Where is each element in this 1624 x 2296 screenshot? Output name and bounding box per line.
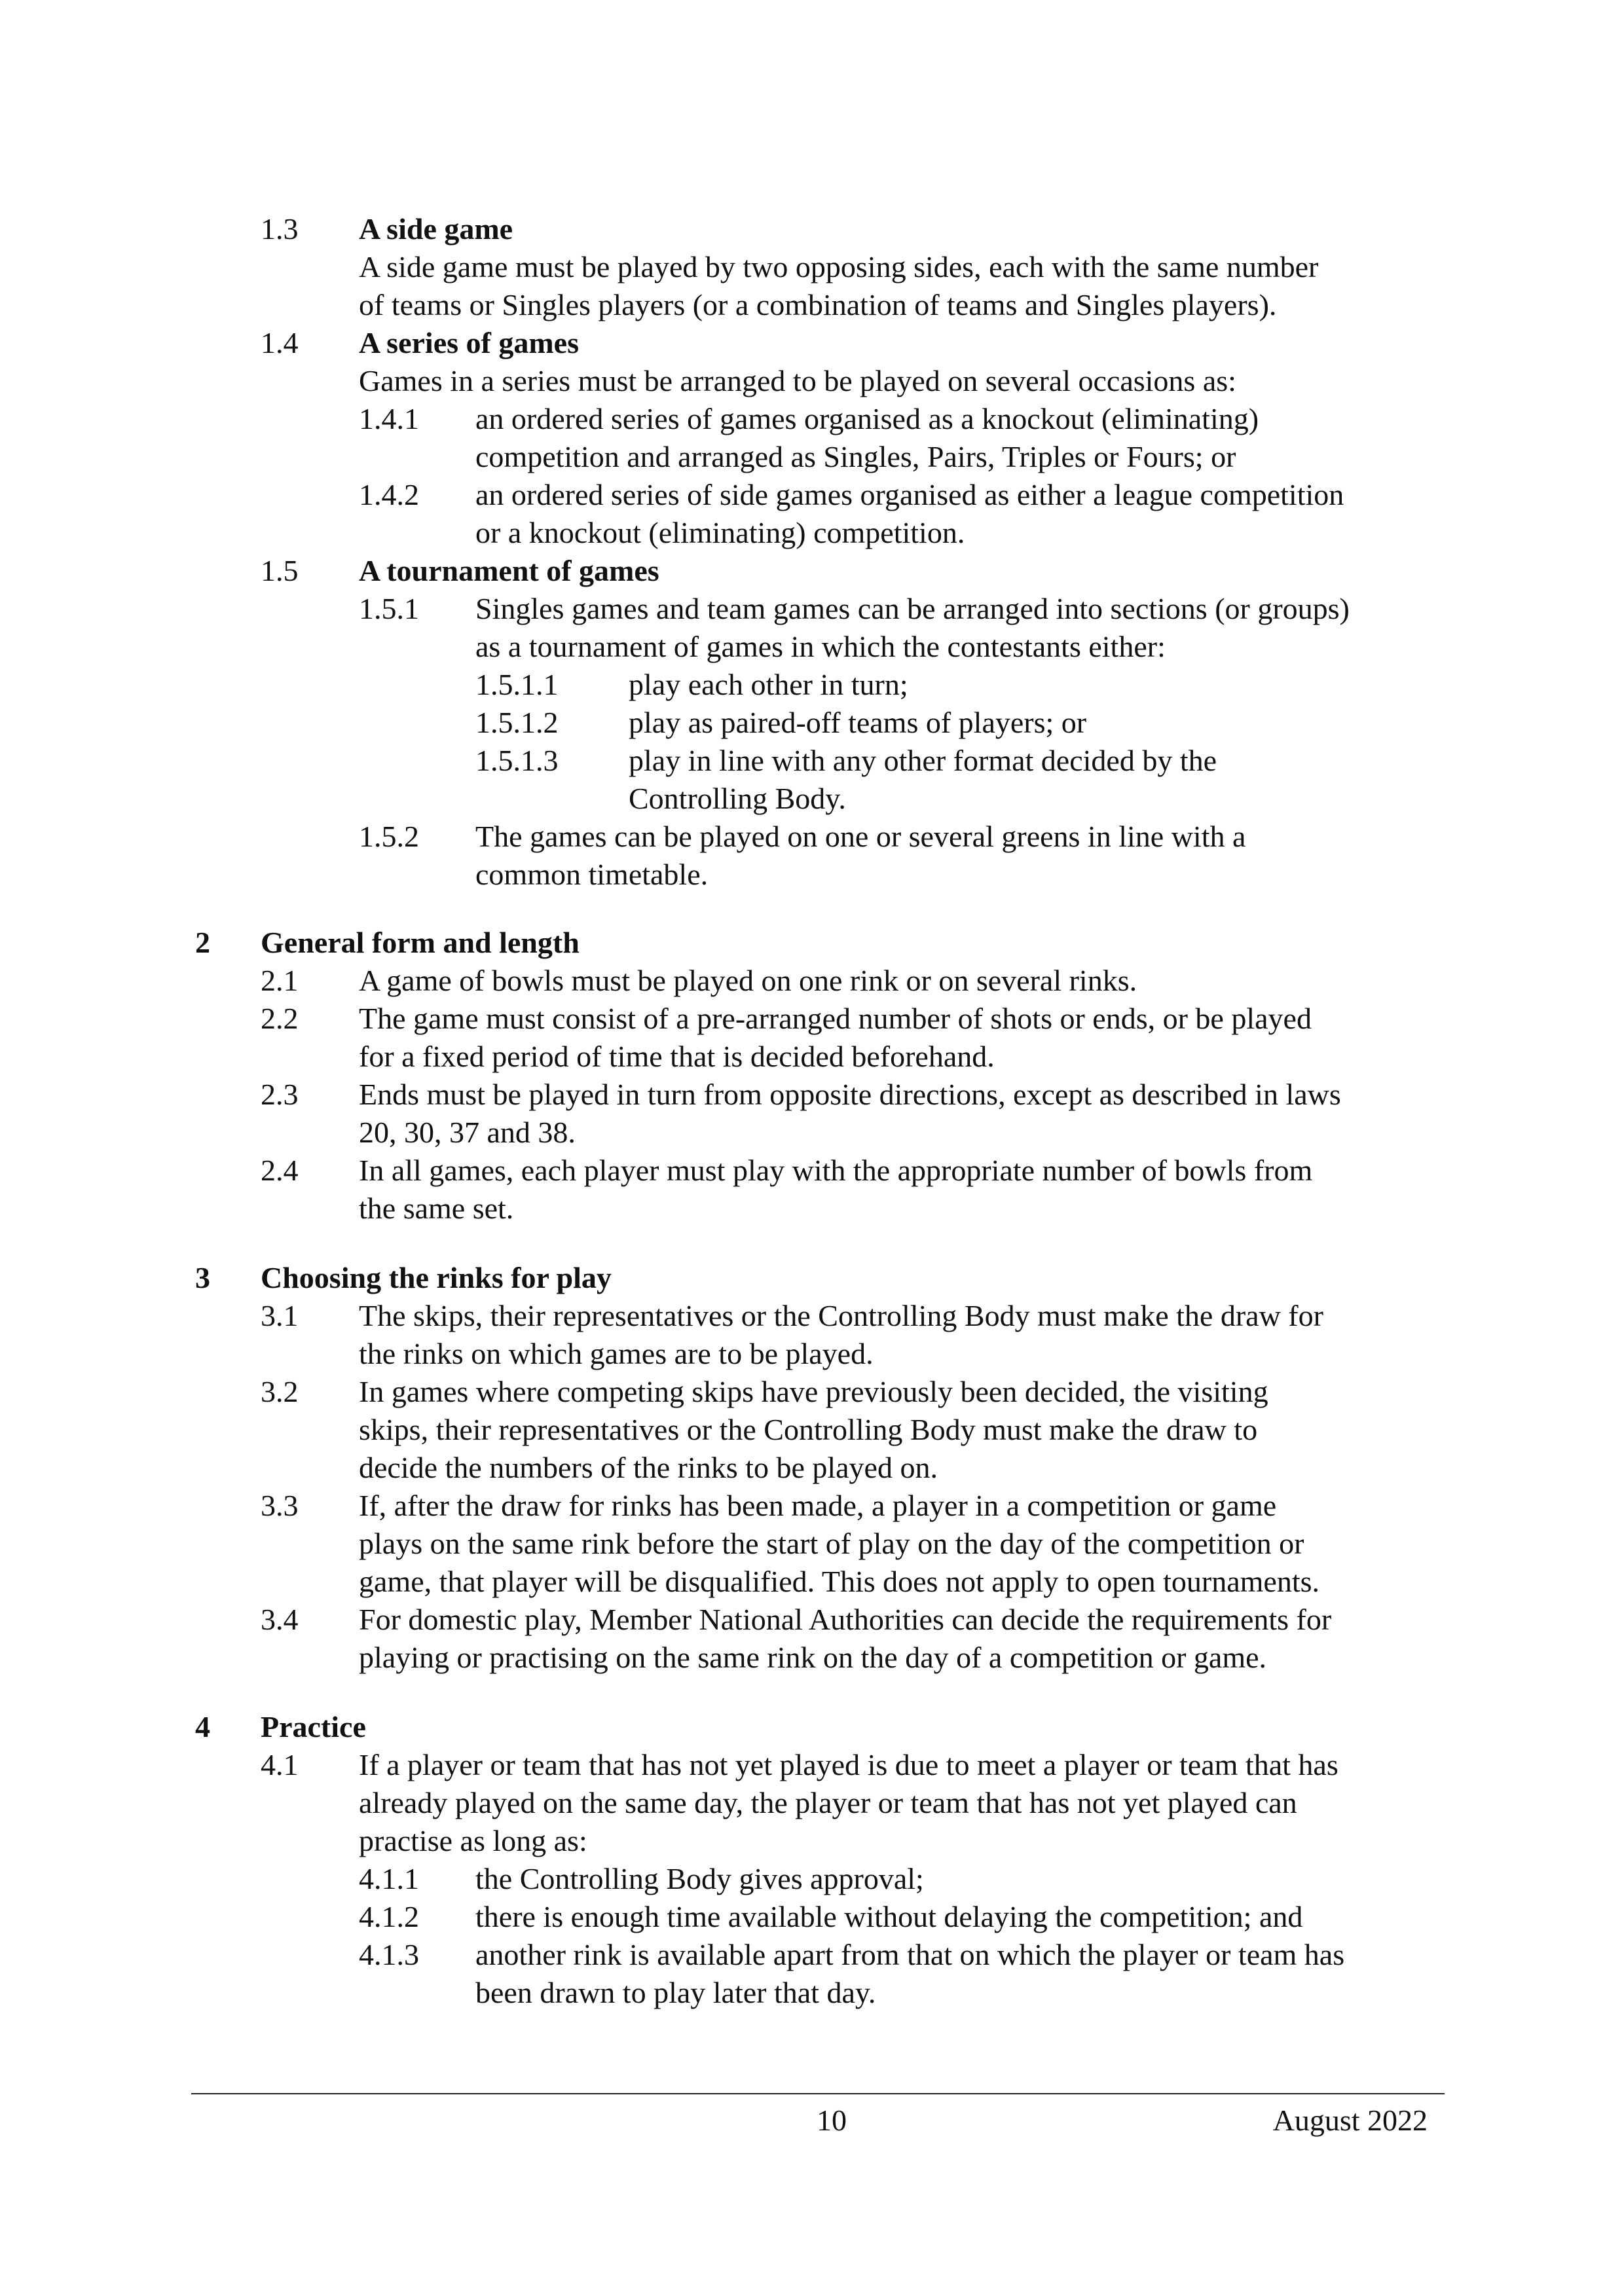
clause-number: 4.1 (261, 1748, 299, 1781)
clause-text-line: game, that player will be disqualified. This does not apply to open tournaments. (359, 1565, 1320, 1598)
section-number: 3 (195, 1261, 210, 1294)
subclause-number: 1.4.2 (359, 478, 419, 511)
clause-text-line: The games can be played on one or several greens in line with a (475, 820, 1246, 853)
clause-text-line: there is enough time available without delaying the competition; and (475, 1900, 1303, 1933)
clause-text-line: the rinks on which games are to be played. (359, 1337, 874, 1370)
clause-text-line: practise as long as: (359, 1824, 587, 1857)
clause-text-line: or a knockout (eliminating) competition. (475, 516, 965, 549)
clause-number: 3.1 (261, 1299, 299, 1332)
clause-text-line: playing or practising on the same rink on the day of a competition or game. (359, 1641, 1267, 1674)
clause-text-line: The skips, their representatives or the Controlling Body must make the draw for (359, 1299, 1323, 1332)
footer-rule (191, 2093, 1445, 2094)
clause-number: 2.4 (261, 1154, 299, 1187)
clause-text-line: In all games, each player must play with the appropriate number of bowls from (359, 1154, 1313, 1187)
clause-text-line: play each other in turn; (629, 668, 908, 701)
clause-text-line: Controlling Body. (629, 782, 846, 815)
subsubclause-number: 1.5.1.2 (475, 706, 559, 739)
clause-text-line: If a player or team that has not yet played is due to meet a player or team that has (359, 1748, 1338, 1781)
clause-text-line: play as paired-off teams of players; or (629, 706, 1087, 739)
clause-title: A side game (359, 212, 513, 246)
clause-number: 2.3 (261, 1078, 299, 1111)
clause-text-line: Singles games and team games can be arranged into sections (or groups) (475, 592, 1350, 625)
clause-text-line: common timetable. (475, 858, 709, 891)
subsubclause-number: 1.5.1.1 (475, 668, 559, 701)
page-number: 10 (817, 2104, 847, 2137)
section-heading: General form and length (261, 926, 580, 959)
clause-text-line: an ordered series of games organised as a knockout (eliminating) (475, 402, 1259, 435)
clause-number: 3.2 (261, 1375, 299, 1408)
clause-text-line: the Controlling Body gives approval; (475, 1862, 924, 1895)
clause-number: 2.1 (261, 964, 299, 997)
footer-date: August 2022 (1272, 2104, 1428, 2137)
clause-text-line: an ordered series of side games organised as either a league competition (475, 478, 1344, 511)
subclause-number: 1.4.1 (359, 402, 419, 435)
clause-text-line: play in line with any other format decided by the (629, 744, 1217, 777)
clause-text-line: as a tournament of games in which the contestants either: (475, 630, 1166, 663)
clause-text-line: A game of bowls must be played on one rink or on several rinks. (359, 964, 1137, 997)
subclause-number: 1.5.1 (359, 592, 419, 625)
clause-number: 1.3 (261, 212, 299, 246)
subclause-number: 4.1.2 (359, 1900, 419, 1933)
clause-number: 1.5 (261, 554, 299, 587)
clause-text-line: In games where competing skips have previously been decided, the visiting (359, 1375, 1268, 1408)
clause-text-line: Ends must be played in turn from opposite directions, except as described in laws (359, 1078, 1341, 1111)
clause-number: 3.4 (261, 1603, 299, 1636)
clause-text-line: skips, their representatives or the Controlling Body must make the draw to (359, 1413, 1258, 1446)
clause-text-line: Games in a series must be arranged to be played on several occasions as: (359, 364, 1236, 397)
clause-text-line: competition and arranged as Singles, Pairs, Triples or Fours; or (475, 440, 1236, 473)
clause-text-line: For domestic play, Member National Authorities can decide the requirements for (359, 1603, 1332, 1636)
clause-number: 1.4 (261, 326, 299, 359)
clause-title: A series of games (359, 326, 579, 359)
subsubclause-number: 1.5.1.3 (475, 744, 559, 777)
section-number: 4 (195, 1710, 210, 1743)
section-number: 2 (195, 926, 210, 959)
clause-text-line: been drawn to play later that day. (475, 1976, 876, 2009)
clause-text-line: plays on the same rink before the start of play on the day of the competition or (359, 1527, 1304, 1560)
section-heading: Choosing the rinks for play (261, 1261, 612, 1294)
clause-number: 2.2 (261, 1002, 299, 1035)
clause-text-line: decide the numbers of the rinks to be played on. (359, 1451, 938, 1484)
clause-text-line: another rink is available apart from that on which the player or team has (475, 1938, 1345, 1971)
clause-text-line: If, after the draw for rinks has been made, a player in a competition or game (359, 1489, 1277, 1522)
clause-text-line: for a fixed period of time that is decided beforehand. (359, 1040, 995, 1073)
clause-text-line: already played on the same day, the player or team that has not yet played can (359, 1786, 1297, 1819)
subclause-number: 1.5.2 (359, 820, 419, 853)
clause-text-line: of teams or Singles players (or a combination of teams and Singles players). (359, 288, 1277, 321)
section-heading: Practice (261, 1710, 366, 1743)
clause-text-line: A side game must be played by two opposing sides, each with the same number (359, 250, 1319, 283)
clause-text-line: the same set. (359, 1192, 514, 1225)
subclause-number: 4.1.1 (359, 1862, 419, 1895)
clause-title: A tournament of games (359, 554, 659, 587)
clause-text-line: 20, 30, 37 and 38. (359, 1116, 576, 1149)
clause-text-line: The game must consist of a pre-arranged number of shots or ends, or be played (359, 1002, 1312, 1035)
clause-number: 3.3 (261, 1489, 299, 1522)
subclause-number: 4.1.3 (359, 1938, 419, 1971)
